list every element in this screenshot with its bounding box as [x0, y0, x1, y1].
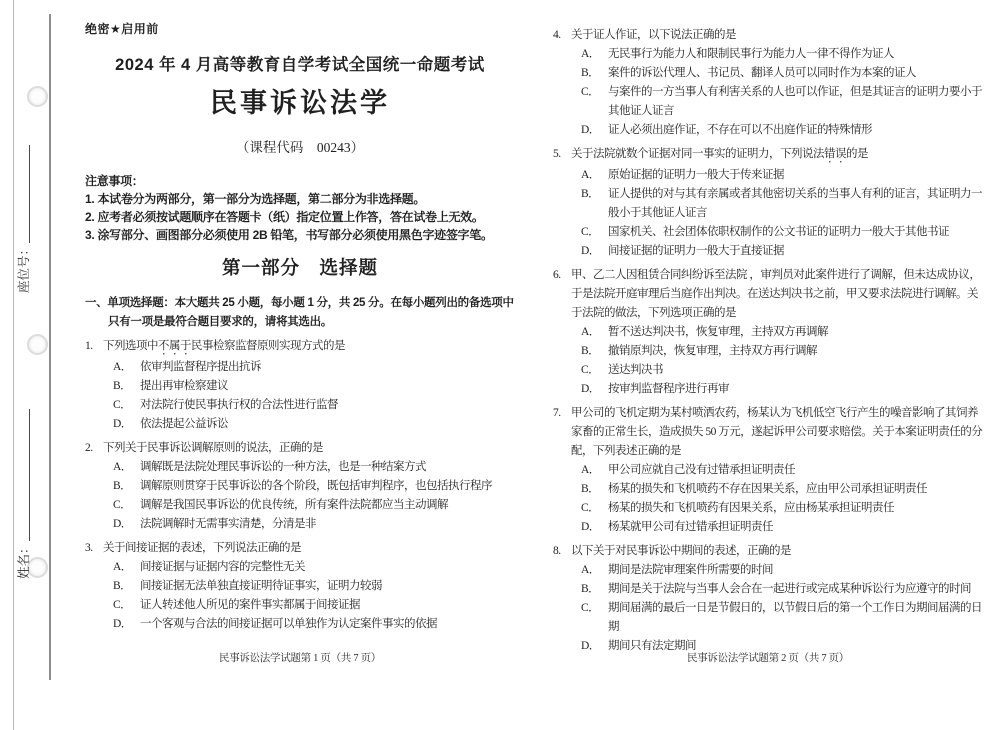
question-option	[113, 477, 515, 496]
page-1	[85, 20, 515, 710]
option-letter: C．	[581, 226, 600, 238]
option-text: 国家机关、社会团体依职权制作的公文书证的证明力一般大于其他书证	[608, 226, 949, 238]
option-letter: B．	[581, 345, 600, 357]
question-text: 甲、乙二人因租赁合同纠纷诉至法院 ，审判员对此案件进行了调解，但未达成协议，于是法院开庭审理后当庭作出判决。在送达判决书之前，甲又要求法院进行调解。关于法院的做法，下列选项正确的是	[571, 269, 981, 319]
question-option	[113, 458, 515, 477]
notice-item: 3. 涂写部分、画图部分必须使用 2B 铅笔，书写部分必须使用黑色字迹签字笔。	[85, 228, 493, 242]
page-2-footer: 民事诉讼法学试题第 2 页（共 7 页）	[687, 653, 849, 664]
question-5	[553, 145, 983, 261]
option-letter: D．	[581, 124, 600, 136]
question-text: 关于证人作证，以下说法正确的是	[571, 29, 736, 41]
question-number: 1.	[85, 340, 93, 352]
section-title: 第一部分 选择题	[221, 257, 378, 278]
option-text: 间接证据的证明力一般大于直接证据	[608, 245, 784, 257]
question-stem	[553, 404, 983, 461]
question-stem	[553, 26, 983, 45]
page-2	[553, 20, 983, 710]
option-text: 证人提供的对与其有亲属或者其他密切关系的当事人有利的证言，其证明力一般小于其他证人证言	[608, 188, 982, 219]
question-option	[581, 242, 983, 261]
option-letter: C．	[113, 399, 132, 411]
question-stem	[553, 145, 983, 166]
option-text: 间接证据无法单独直接证明待证事实，证明力较弱	[140, 580, 382, 592]
option-letter: B．	[113, 380, 132, 392]
question-2	[85, 439, 515, 534]
option-letter: D．	[113, 618, 132, 630]
question-option	[113, 596, 515, 615]
question-option	[581, 323, 983, 342]
option-text: 甲公司应就自己没有过错承担证明责任	[608, 464, 795, 476]
notice-block	[85, 172, 515, 244]
question-number: 6.	[553, 269, 561, 281]
option-text: 无民事行为能力人和限制民事行为能力人一律不得作为证人	[608, 48, 894, 60]
option-letter: A．	[581, 48, 600, 60]
option-letter: C．	[581, 86, 600, 98]
questions-page-1	[85, 337, 515, 634]
question-3	[85, 539, 515, 634]
option-letter: D．	[581, 521, 600, 533]
option-text: 与案件的一方当事人有利害关系的人也可以作证，但是其证言的证明力要小于其他证人证言	[608, 86, 982, 117]
question-option	[581, 461, 983, 480]
question-stem	[553, 542, 983, 561]
option-letter: D．	[581, 245, 600, 257]
option-letter: A．	[581, 326, 600, 338]
option-letter: A．	[581, 564, 600, 576]
option-text: 提出再审检察建议	[140, 380, 228, 392]
option-text: 依法提起公益诉讼	[140, 418, 228, 430]
option-text: 案件的诉讼代理人、书记员、翻译人员可以同时作为本案的证人	[608, 67, 916, 79]
question-text: 下列选项中不属于民事检察监督原则实现方式的是	[103, 340, 345, 352]
question-option	[581, 361, 983, 380]
option-letter: B．	[581, 67, 600, 79]
seal-margin-line	[49, 14, 51, 680]
option-text: 一个客观与合法的间接证据可以单独作为认定案件事实的依据	[140, 618, 437, 630]
question-option	[581, 480, 983, 499]
option-letter: D．	[113, 518, 132, 530]
question-option	[581, 518, 983, 537]
question-text: 关于法院就数个证据对同一事实的证明力，下列说法错误的是	[571, 148, 868, 160]
notice-item: 1. 本试卷分为两部分，第一部分为选择题，第二部分为非选择题。	[85, 192, 426, 206]
seat-number-label: 座位号：	[17, 242, 31, 293]
question-stem	[85, 337, 515, 358]
option-letter: C．	[581, 602, 600, 614]
emphasized-text: 错误	[824, 148, 846, 160]
option-text: 杨某的损失和飞机喷药不存在因果关系，应由甲公司承担证明责任	[608, 483, 927, 495]
option-text: 送达判决书	[608, 364, 663, 376]
option-text: 依审判监督程序提出抗诉	[140, 361, 261, 373]
notice-items	[85, 190, 515, 244]
option-letter: C．	[581, 502, 600, 514]
name-label: 姓名：	[17, 541, 31, 579]
option-letter: C．	[581, 364, 600, 376]
question-7	[553, 404, 983, 537]
option-text: 杨某的损失和飞机喷药有因果关系，应由杨某承担证明责任	[608, 502, 894, 514]
option-text: 暂不送达判决书，恢复审理，主持双方再调解	[608, 326, 828, 338]
question-option	[581, 223, 983, 242]
question-option	[581, 45, 983, 64]
section-intro: 一、单项选择题：本大题共 25 小题，每小题 1 分，共 25 分。在每小题列出的备选项中只有一项是最符合题目要求的，请将其选出。	[85, 297, 514, 328]
option-text: 撤销原判决，恢复审理，主持双方再行调解	[608, 345, 817, 357]
option-letter: B．	[113, 480, 132, 492]
option-text: 调解是我国民事诉讼的优良传统，所有案件法院都应当主动调解	[140, 499, 448, 511]
emphasized-text: 不属于	[158, 340, 191, 352]
question-text: 关于间接证据的表述，下列说法正确的是	[103, 542, 301, 554]
question-option	[113, 415, 515, 434]
option-letter: B．	[581, 483, 600, 495]
question-option	[581, 166, 983, 185]
question-option	[113, 496, 515, 515]
option-letter: B．	[113, 580, 132, 592]
question-option	[113, 558, 515, 577]
question-6	[553, 266, 983, 399]
option-text: 杨某就甲公司有过错承担证明责任	[608, 521, 773, 533]
question-option	[113, 615, 515, 634]
option-text: 证人转述他人所见的案件事实都属于间接证据	[140, 599, 360, 611]
punch-hole	[27, 334, 48, 355]
notice-title: 注意事项：	[85, 174, 144, 188]
option-letter: C．	[113, 499, 132, 511]
question-number: 5.	[553, 148, 561, 160]
question-1	[85, 337, 515, 434]
option-letter: D．	[113, 418, 132, 430]
option-letter: C．	[113, 599, 132, 611]
question-option	[581, 185, 983, 223]
seat-number-blank	[18, 145, 30, 243]
question-text: 以下关于对民事诉讼中期间的表述，正确的是	[571, 545, 791, 557]
option-letter: D．	[581, 640, 600, 652]
option-text: 间接证据与证据内容的完整性无关	[140, 561, 305, 573]
question-option	[581, 64, 983, 83]
option-letter: A．	[113, 461, 132, 473]
course-code: （课程代码 00243）	[235, 140, 365, 155]
option-text: 期间只有法定期间	[608, 640, 696, 652]
question-text: 甲公司的飞机定期为某村喷洒农药，杨某认为飞机低空飞行产生的噪音影响了其饲养家畜的正常生长，造成损失 50 万元，遂起诉甲公司要求赔偿。关于本案证明责任的分配，下列表述正确的是	[571, 407, 983, 457]
question-number: 4.	[553, 29, 561, 41]
question-number: 7.	[553, 407, 561, 419]
option-letter: A．	[113, 561, 132, 573]
questions-page-2	[553, 26, 983, 656]
option-text: 对法院行使民事执行权的合法性进行监督	[140, 399, 338, 411]
question-option	[113, 377, 515, 396]
question-stem	[85, 539, 515, 558]
question-4	[553, 26, 983, 140]
name-blank	[18, 409, 30, 541]
option-letter: A．	[113, 361, 132, 373]
question-stem	[85, 439, 515, 458]
question-stem	[553, 266, 983, 323]
question-number: 3.	[85, 542, 93, 554]
question-option	[581, 380, 983, 399]
option-letter: D．	[581, 383, 600, 395]
notice-item: 2. 应考者必须按试题顺序在答题卡（纸）指定位置上作答，答在试卷上无效。	[85, 210, 484, 224]
option-text: 调解原则贯穿于民事诉讼的各个阶段，既包括审判程序，也包括执行程序	[140, 480, 492, 492]
option-text: 法院调解时无需事实清楚，分清是非	[140, 518, 316, 530]
secrecy-marking: 绝密★启用前	[85, 22, 159, 36]
question-option	[113, 396, 515, 415]
page-1-footer: 民事诉讼法学试题第 1 页（共 7 页）	[219, 653, 381, 664]
question-option	[581, 499, 983, 518]
exam-title: 2024 年 4 月高等教育自学考试全国统一命题考试	[115, 56, 485, 74]
subject-title: 民事诉讼法学	[210, 88, 390, 118]
name-field	[15, 389, 34, 579]
option-text: 期间是法院审理案件所需要的时间	[608, 564, 773, 576]
option-text: 按审判监督程序进行再审	[608, 383, 729, 395]
question-option	[581, 83, 983, 121]
option-letter: B．	[581, 188, 600, 200]
option-text: 期间是关于法院与当事人会合在一起进行或完成某种诉讼行为应遵守的时间	[608, 583, 971, 595]
question-option	[113, 515, 515, 534]
paper-edge-line	[13, 0, 14, 730]
question-option	[581, 561, 983, 580]
option-letter: A．	[581, 464, 600, 476]
question-text: 下列关于民事诉讼调解原则的说法，正确的是	[103, 442, 323, 454]
option-letter: B．	[581, 583, 600, 595]
option-text: 证人必须出庭作证，不存在可以不出庭作证的特殊情形	[608, 124, 872, 136]
question-number: 8.	[553, 545, 561, 557]
question-8	[553, 542, 983, 656]
question-option	[581, 342, 983, 361]
option-text: 原始证据的证明力一般大于传来证据	[608, 169, 784, 181]
punch-hole	[27, 86, 48, 107]
option-letter: A．	[581, 169, 600, 181]
seat-number-field	[15, 117, 34, 293]
option-text: 调解既是法院处理民事诉讼的一种方法，也是一种结案方式	[140, 461, 426, 473]
option-text: 期间届满的最后一日是节假日的，以节假日后的第一个工作日为期间届满的日期	[608, 602, 982, 633]
question-option	[113, 577, 515, 596]
question-option	[581, 121, 983, 140]
question-option	[581, 599, 983, 637]
question-number: 2.	[85, 442, 93, 454]
question-option	[113, 358, 515, 377]
question-option	[581, 580, 983, 599]
